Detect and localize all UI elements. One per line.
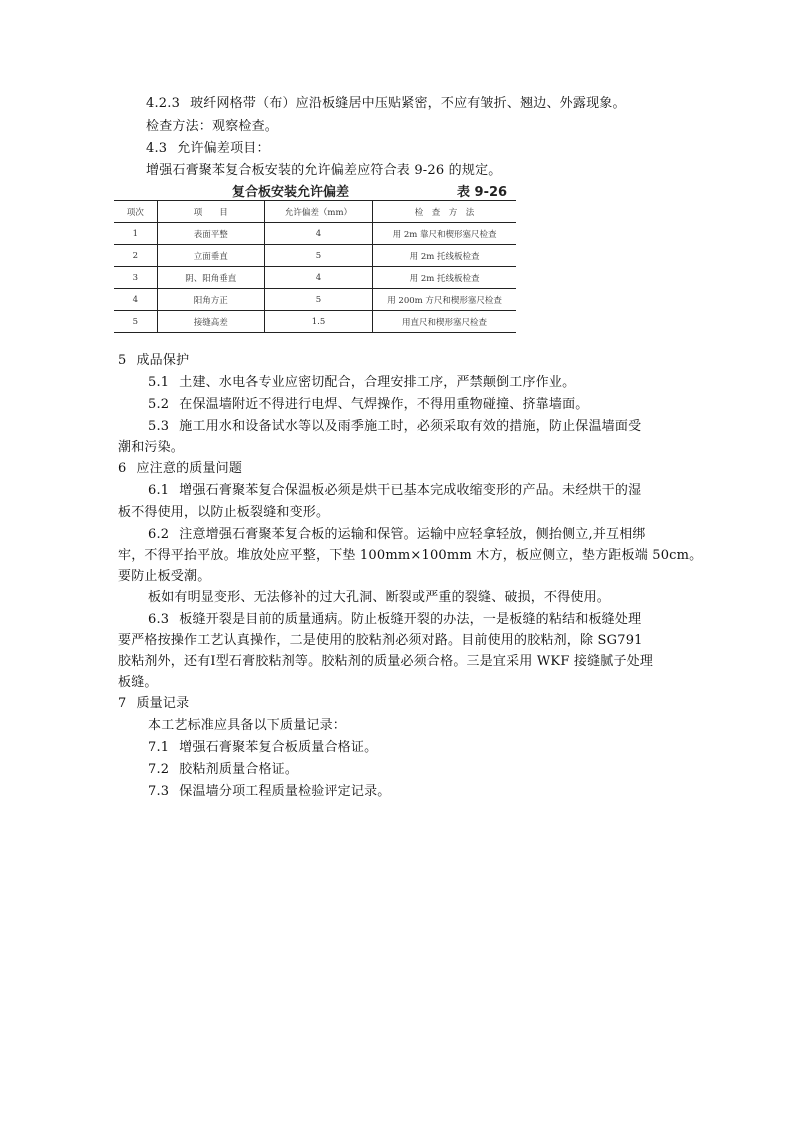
header-index: 项次 bbox=[114, 201, 157, 223]
cell-item: 接缝高差 bbox=[157, 311, 264, 333]
clause-6-3-cont3: 板缝。 bbox=[118, 675, 158, 690]
clause-number: 6.3 bbox=[148, 612, 170, 627]
cell-method: 用 2m 靠尺和楔形塞尺检查 bbox=[373, 223, 516, 245]
cell-method: 用 2m 托线板检查 bbox=[373, 267, 516, 289]
board-defect-paragraph: 板如有明显变形、无法修补的过大孔洞、断裂或严重的裂缝、破损，不得使用。 bbox=[148, 590, 611, 605]
cell-tolerance: 5 bbox=[264, 245, 372, 267]
cell-index: 3 bbox=[114, 267, 157, 289]
clause-number: 6.1 bbox=[148, 483, 170, 498]
table-row bbox=[114, 267, 516, 289]
clause-4-2-3 bbox=[146, 96, 626, 112]
cell-item: 表面平整 bbox=[157, 223, 264, 245]
table-row bbox=[114, 245, 516, 267]
clause-6-1-cont: 板不得使用，以防止板裂缝和变形。 bbox=[118, 505, 330, 520]
cell-tolerance: 4 bbox=[264, 267, 372, 289]
cell-index: 1 bbox=[114, 223, 157, 245]
clause-number: 4.2.3 bbox=[146, 96, 181, 111]
clause-6-3 bbox=[148, 612, 641, 628]
check-method: 检查方法：观察检查。 bbox=[146, 119, 279, 134]
cell-index: 4 bbox=[114, 289, 157, 311]
clause-number: 7.2 bbox=[148, 762, 170, 777]
clause-text: 保温墙分项工程质量检验评定记录。 bbox=[179, 784, 391, 799]
table-header-row bbox=[114, 201, 516, 223]
table-row bbox=[114, 223, 516, 245]
clause-number: 5.1 bbox=[148, 375, 170, 390]
clause-text: 土建、水电各专业应密切配合，合理安排工序，严禁颠倒工序作业。 bbox=[179, 375, 576, 390]
table-row bbox=[114, 289, 516, 311]
clause-5-3-cont: 潮和污染。 bbox=[118, 440, 185, 455]
header-item: 项 目 bbox=[157, 201, 264, 223]
clause-6-2-cont: 牢，不得平抬平放。堆放处应平整，下垫 100mm×100mm 木方，板应侧立，垫方距板端 50cm。 bbox=[118, 548, 703, 563]
clause-number: 7.1 bbox=[148, 740, 170, 755]
section-number: 5 bbox=[118, 353, 127, 368]
deviation-table bbox=[114, 200, 516, 333]
clause-text: 在保温墙附近不得进行电焊、气焊操作，不得用重物碰撞、挤靠墙面。 bbox=[179, 397, 589, 412]
clause-text: 允许偏差项目： bbox=[177, 141, 270, 156]
clause-number: 4.3 bbox=[146, 141, 168, 156]
clause-5-1 bbox=[148, 375, 575, 391]
cell-item: 立面垂直 bbox=[157, 245, 264, 267]
section-5-heading bbox=[118, 353, 189, 369]
section-title: 应注意的质量问题 bbox=[136, 461, 243, 476]
cell-tolerance: 4 bbox=[264, 223, 372, 245]
clause-6-2 bbox=[148, 527, 646, 543]
cell-index: 5 bbox=[114, 311, 157, 333]
clause-text: 板缝开裂是目前的质量通病。防止板缝开裂的办法，一是板缝的粘结和板缝处理 bbox=[179, 612, 642, 627]
header-tolerance: 允许偏差（mm） bbox=[264, 201, 372, 223]
clause-number: 5.2 bbox=[148, 397, 170, 412]
clause-number: 5.3 bbox=[148, 419, 170, 434]
clause-7-1 bbox=[148, 740, 377, 756]
table-caption: 复合板安装允许偏差 bbox=[232, 185, 350, 200]
clause-number: 7.3 bbox=[148, 784, 170, 799]
clause-text: 注意增强石膏聚苯复合板的运输和保管。运输中应轻拿轻放，侧抬侧立,并互相绑 bbox=[179, 527, 646, 542]
section-title: 成品保护 bbox=[136, 353, 190, 368]
clause-5-2 bbox=[148, 397, 588, 413]
table-number: 表 9-26 bbox=[457, 185, 508, 200]
clause-text: 玻纤网格带（布）应沿板缝居中压贴紧密，不应有皱折、翘边、外露现象。 bbox=[190, 96, 626, 111]
table-row bbox=[114, 311, 516, 333]
cell-method: 用 2m 托线板检查 bbox=[373, 245, 516, 267]
section-number: 7 bbox=[118, 696, 127, 711]
clause-7-3 bbox=[148, 784, 390, 800]
section-title: 质量记录 bbox=[136, 696, 190, 711]
header-method: 检 查 方 法 bbox=[373, 201, 516, 223]
cell-method: 用 200m 方尺和楔形塞尺检查 bbox=[373, 289, 516, 311]
section-7-intro: 本工艺标准应具备以下质量记录： bbox=[148, 718, 347, 733]
clause-text: 胶粘剂质量合格证。 bbox=[179, 762, 299, 777]
cell-method: 用直尺和楔形塞尺检查 bbox=[373, 311, 516, 333]
table-intro: 增强石膏聚苯复合板安装的允许偏差应符合表 9-26 的规定。 bbox=[146, 163, 502, 178]
clause-6-3-cont2: 胶粘剂外，还有Ⅰ型石膏胶粘剂等。胶粘剂的质量必须合格。三是宜采用 WKF 接缝腻子处理 bbox=[118, 654, 654, 669]
clause-6-1 bbox=[148, 483, 641, 499]
section-number: 6 bbox=[118, 461, 127, 476]
clause-text: 增强石膏聚苯复合保温板必须是烘干已基本完成收缩变形的产品。未经烘干的湿 bbox=[179, 483, 642, 498]
clause-6-3-cont: 要严格按操作工艺认真操作，二是使用的胶粘剂必须对路。目前使用的胶粘剂，除 SG791 bbox=[118, 633, 643, 648]
cell-item: 阳角方正 bbox=[157, 289, 264, 311]
clause-text: 增强石膏聚苯复合板质量合格证。 bbox=[179, 740, 378, 755]
clause-6-2-cont2: 要防止板受潮。 bbox=[118, 569, 211, 584]
cell-tolerance: 1.5 bbox=[264, 311, 372, 333]
clause-7-2 bbox=[148, 762, 298, 778]
cell-tolerance: 5 bbox=[264, 289, 372, 311]
section-7-heading bbox=[118, 696, 189, 712]
clause-5-3 bbox=[148, 419, 641, 435]
clause-4-3 bbox=[146, 141, 270, 157]
cell-item: 阴、阳角垂直 bbox=[157, 267, 264, 289]
clause-number: 6.2 bbox=[148, 527, 170, 542]
section-6-heading bbox=[118, 461, 242, 477]
clause-text: 施工用水和设备试水等以及雨季施工时，必须采取有效的措施，防止保温墙面受 bbox=[179, 419, 642, 434]
cell-index: 2 bbox=[114, 245, 157, 267]
